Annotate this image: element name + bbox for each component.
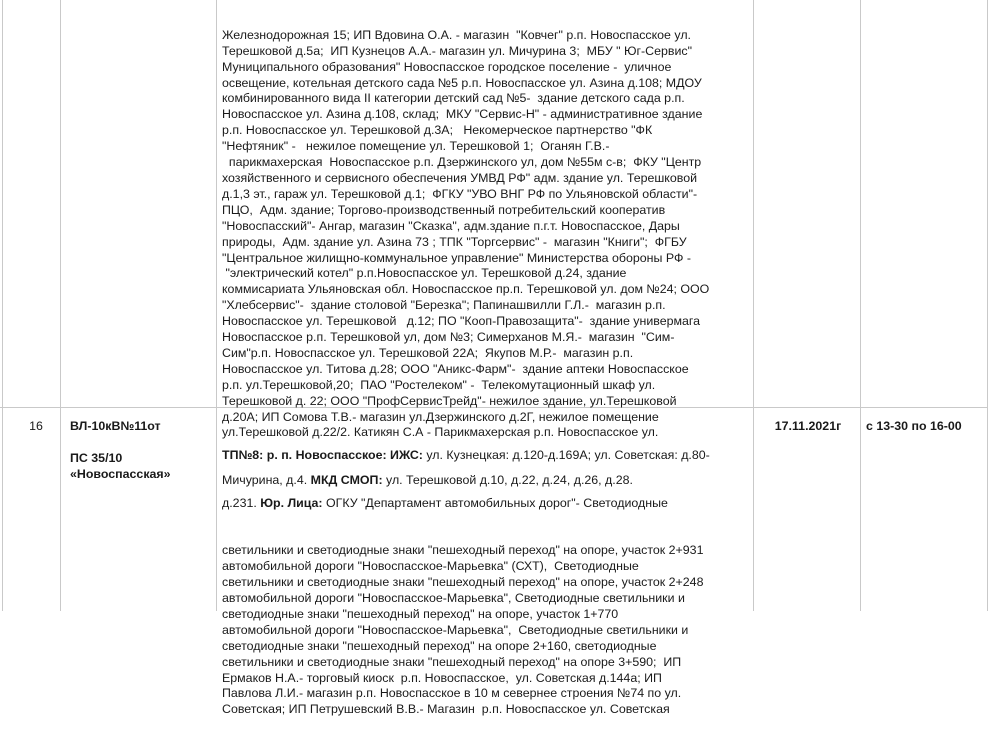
previous-row-description-line: р.п. Новоспасское ул. Терешковой д.3А; Некомерческое партнерство "ФК	[222, 123, 653, 138]
substation-name: ПС 35/10	[70, 450, 123, 465]
power-line-cell	[70, 419, 210, 483]
previous-row-description-line: "Хлебсервис"- здание столовой "Березка"; Папинашвилли Г.Л.- магазин р.п.	[222, 298, 666, 313]
previous-row-description-line: Новоспасское ул. Азина д.108, склад; МКУ "Сервис-Н" - административное здание	[222, 107, 703, 122]
previous-row-description-line: хозяйственного и сервисного обеспечения УМВД РФ" адм. здание ул. Терешковой	[222, 170, 698, 185]
jur-start: ОГКУ "Департамент автомобильных дорог"- Светодиодные	[322, 495, 668, 510]
previous-row-description-line: Муниципального образования" Новоспасское городское поселение - уличное	[222, 59, 672, 74]
tp-label: ТП№8: р. п. Новоспасское: ИЖС:	[222, 447, 423, 462]
izhs-streets: ул. Кузнецкая: д.120-д.169А; ул. Советская: д.80-	[422, 447, 710, 462]
row-description-line: светильники и светодиодные знаки "пешеходный переход" на опоре 3+590; ИП	[222, 654, 682, 669]
previous-row-description-line: д.1,3 эт., гараж ул. Терешковой д.1; ФГКУ "УВО ВНГ РФ по Ульяновской области"-	[222, 186, 698, 201]
row-description-line: светодиодные знаки "пешеходный переход" на опоре 2+160, светодиодные	[222, 638, 657, 653]
previous-row-description-line: Железнодорожная 15; ИП Вдовина О.А. - магазин "Ковчег" р.п. Новоспасское ул.	[222, 27, 691, 42]
previous-row-description-line: р.п. ул.Терешковой,20; ПАО "Ростелеком" - Телекомутационный шкаф ул.	[222, 377, 656, 392]
previous-row-description-line: коммисариата Ульяновская обл. Новоспасское пр.п. Терешковой ул. дом №24; ООО	[222, 282, 710, 297]
izhs-streets-end: д.231.	[222, 495, 261, 510]
row-description-line: автомобильной дороги "Новоспасское-Марьевка" (СХТ), Светодиодные	[222, 559, 639, 574]
previous-row-description-line: Сим"р.п. Новоспасское ул. Терешковой 22А; Якупов М.Р.- магазин р.п.	[222, 345, 634, 360]
row-description-line: автомобильной дороги "Новоспасское-Марьевка", Светодиодные светильники и	[222, 590, 685, 605]
substation-title: «Новоспасская»	[70, 466, 171, 481]
previous-row-description-line: "Центральное жилищно-коммунальное управление" Министерства обороны РФ -	[222, 250, 691, 265]
column-divider-4	[860, 0, 861, 611]
row-description-line: светодиодные знаки "пешеходный переход" на опоре, участок 1+770	[222, 606, 619, 621]
row-description-line: светильники и светодиодные знаки "пешеходный переход" на опоре, участок 2+931	[222, 543, 704, 558]
previous-row-description-line: "Нефтяник" - нежилое помещение ул. Терешковой 1; Оганян Г.В.-	[222, 139, 610, 154]
row-description	[222, 416, 750, 717]
previous-row-description-line: "электрический котел" р.п.Новоспасское ул. Терешковой д.24, здание	[222, 266, 627, 281]
row-description-line: светильники и светодиодные знаки "пешеходный переход" на опоре, участок 2+248	[222, 575, 704, 590]
row-number: 16	[29, 419, 43, 433]
previous-row-description-line: Терешковой д. 22; ООО "ПрофСервисТрейд"- нежилое здание, ул.Терешковой	[222, 393, 677, 408]
previous-row-description-line: парикмахерская Новоспасское р.п. Дзержинского ул, дом №55м с-в; ФКУ "Центр	[222, 155, 702, 170]
previous-row-description-line: природы, Адм. здание ул. Азина 73 ; ТПК "Торгсервис" - магазин "Книги"; ФГБУ	[222, 234, 687, 249]
jur-label: Юр. Лица:	[260, 495, 323, 510]
mkd-addresses: ул. Терешковой д.10, д.22, д.24, д.26, д.28.	[382, 473, 633, 488]
row-description-line: Советская; ИП Петрушевский В.В.- Магазин р.п. Новоспасское ул. Советская	[222, 702, 670, 717]
outage-date: 17.11.2021г	[774, 419, 842, 433]
row-description-line-2	[222, 496, 750, 512]
previous-row-lines	[222, 28, 750, 442]
previous-row-description-line: "Новоспасский"- Ангар, магазин "Сказка", адм.здание п.г.т. Новоспасское, Дары	[222, 218, 680, 233]
row-description-line: Ермаков Н.А.- торговый киоск р.п. Новоспасское, ул. Советская д.144а; ИП	[222, 670, 662, 685]
row-description-line: автомобильной дороги "Новоспасское-Марьевка", Светодиодные светильники и	[222, 622, 689, 637]
previous-row-description-line: д.20А; ИП Сомова Т.В.- магазин ул.Дзержинского д.2Г, нежилое помещение	[222, 409, 659, 424]
column-divider-3	[753, 0, 754, 611]
column-divider-2	[216, 0, 217, 611]
outage-time: с 13-30 по 16-00	[866, 419, 962, 433]
previous-row-description-line: комбинированного вида II категории детский сад №5- здание детского сада р.п.	[222, 91, 685, 106]
power-line-name: ВЛ-10кВ№11от	[70, 419, 161, 433]
column-divider-1	[60, 0, 61, 611]
previous-row-description-line: Терешковой д.5а; ИП Кузнецов А.А.- магазин ул. Мичурина 3; МБУ " Юг-Сервис"	[222, 43, 692, 58]
table-border-left	[2, 0, 3, 611]
table-border-right	[987, 0, 988, 611]
row-description-line-1	[222, 448, 750, 464]
previous-row-description-line: ПЦО, Адм. здание; Торгово-производственный потребительский кооператив	[222, 202, 666, 217]
previous-row-last-text: Мичурина, д.4.	[222, 473, 311, 488]
row-description-lines	[222, 543, 750, 718]
mkd-label: МКД СМОП:	[310, 473, 383, 488]
previous-row-description-line: Новоспасское ул. Титова д.28; ООО "Аникс-Фарм"- здание аптеки Новоспасское	[222, 361, 689, 376]
previous-row-description-line: ул.Терешковой д.22/2. Катикян С.А - Парикмахерская р.п. Новоспасское ул.	[222, 425, 659, 440]
previous-row-description-line: Новоспасское ул. Терешковой д.12; ПО "Кооп-Правозащита"- здание универмага	[222, 314, 701, 329]
previous-row-description-line: освещение, котельная детского сада №5 р.п. Новоспасское ул. Азина д.108; МДОУ	[222, 75, 702, 90]
row-description-line: Павлова Л.И.- магазин р.п. Новоспасское в 10 м севернее строения №74 по ул.	[222, 686, 682, 701]
previous-row-description-line: Новоспасское р.п. Терешковой ул, дом №3; Симерханов М.Я.- магазин "Сим-	[222, 330, 675, 345]
